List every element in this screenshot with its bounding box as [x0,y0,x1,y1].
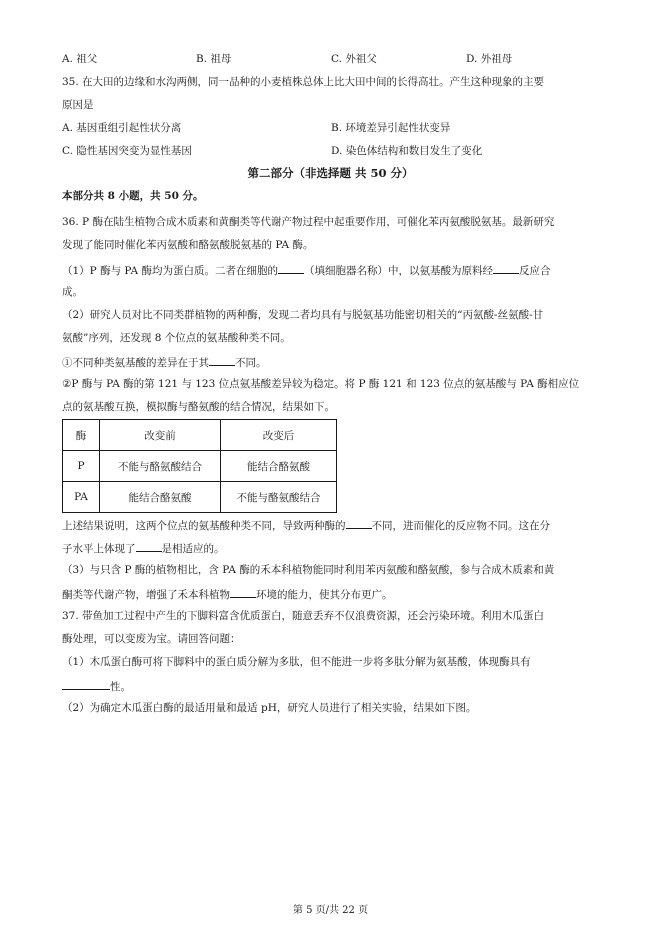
q37-line2: 酶处理，可以变废为宝。请回答问题： [62,633,241,645]
q36-conclusion-text-d: 是相适应的。 [161,543,225,555]
q36-sub2-item2-line1: ②P 酶与 PA 酶的第 121 与 123 位点氨基酸差异较为稳定。将 P 酶 121 和 123 位点的氨基酸与 PA 酶相应位 [62,378,580,390]
q35-option-a: A. 基因重组引起性状分离 [62,122,182,134]
q35-option-c: C. 隐性基因突变为显性基因 [62,145,192,157]
q34-option-a: A. 祖父 [62,53,98,65]
answer-blank [278,262,304,274]
q35-option-b: B. 环境差异引起性状变异 [331,122,451,134]
q36-sub1-text-b: （填细胞器名称）中，以氨基酸为原料经 [303,265,493,277]
table-header-cell: 酶 [63,420,100,451]
q36-conclusion-text-a: 上述结果说明，这两个位点的氨基酸种类不同，导致两种酶的 [62,520,346,532]
table-cell: 能结合酪氨酸 [221,451,337,482]
table-cell: 不能与酪氨酸结合 [100,451,221,482]
q36-line1: 36. P 酶在陆生植物合成木质素和黄酮类等代谢产物过程中起重要作用，可催化苯丙氨酸脱氨基。最新研究 [62,216,555,228]
answer-blank [230,586,256,598]
q36-sub2-line2: 氨酸”序列，还发现 8 个位点的氨基酸种类不同。 [62,332,291,344]
q36-sub3-line2 [62,586,393,602]
answer-blank [346,517,372,529]
q36-sub2-item2-line2: 点的氨基酸互换，模拟酶与酪氨酸的结合情况，结果如下。 [62,401,335,413]
q36-sub1-text-a: （1）P 酶与 PA 酶均为蛋白质。二者在细胞的 [62,265,278,277]
answer-blank [136,540,162,552]
table-header-row [63,420,337,451]
q34-option-c: C. 外祖父 [331,53,377,65]
q36-sub1-text-c: 反应合 [518,265,551,277]
answer-blank [62,678,110,690]
q36-line2: 发现了能同时催化苯丙氨酸和酪氨酸脱氨基的 PA 酶。 [62,239,314,251]
q37-sub1-text-b: 性。 [110,681,131,693]
page-number: 第 5 页/共 22 页 [292,905,369,916]
q35-stem-line2: 原因是 [62,99,94,111]
q36-conclusion-line2 [62,540,225,556]
q36-sub3-text-a: 酮类等代谢产物，增强了禾本科植物 [62,589,230,601]
q36-sub3-line1: （3）与只含 P 酶的植物相比，含 PA 酶的禾本科植物能同时利用苯丙氨酸和酪氨酸，参与合成木质素和黄 [62,564,555,576]
q37-sub2: （2）为确定木瓜蛋白酶的最适用量和最适 pH，研究人员进行了相关实验，结果如下图。 [62,702,477,714]
q37-sub1-line2 [62,678,131,694]
q35-stem-line1: 35. 在大田的边缘和水沟两侧，同一品种的小麦植株总体上比大田中间的长得高壮。产生这种现象的主要 [62,76,545,88]
table-header-cell: 改变后 [221,420,337,451]
q36-sub2-line1: （2）研究人员对比不同类群植物的两种酶，发现二者均具有与脱氨基功能密切相关的“丙氨酸-丝氨酸-甘 [62,309,544,321]
table-cell: 能结合酪氨酸 [100,482,221,513]
q36-sub2-item1-text-a: ①不同种类氨基酸的差异在于其 [62,357,209,369]
q36-sub1-line2: 成。 [62,286,83,298]
q37-line1: 37. 带鱼加工过程中产生的下脚料富含优质蛋白，随意丢弃不仅浪费资源，还会污染环境。利用木瓜蛋白 [62,610,545,622]
q34-option-d: D. 外祖母 [466,53,513,65]
table-cell: P [63,451,100,482]
answer-blank [209,354,235,366]
q36-sub2-item1-text-b: 不同。 [235,357,267,369]
q36-sub1-line1 [62,262,550,278]
table-cell: 不能与酪氨酸结合 [221,482,337,513]
q36-conclusion-text-b: 不同，进而催化的反应物不同。这在分 [371,520,550,532]
q36-sub3-text-b: 环境的能力，使其分布更广。 [256,589,393,601]
table-row [63,482,337,513]
answer-blank [493,262,519,274]
enzyme-result-table [62,419,337,513]
table-row [63,451,337,482]
part2-title: 第二部分（非选择题 共 50 分） [247,166,414,180]
table-cell: PA [63,482,100,513]
part2-intro: 本部分共 8 小题，共 50 分。 [62,190,204,202]
q36-sub2-item1 [62,354,267,370]
q37-sub1-line1: （1）木瓜蛋白酶可将下脚料中的蛋白质分解为多肽，但不能进一步将多肽分解为氨基酸，体现酶具有 [62,656,531,668]
table-header-cell: 改变前 [100,420,221,451]
q34-option-b: B. 祖母 [196,53,232,65]
q35-option-d: D. 染色体结构和数目发生了变化 [331,145,483,157]
q36-conclusion-line1 [62,517,550,533]
q36-conclusion-text-c: 子水平上体现了 [62,543,136,555]
